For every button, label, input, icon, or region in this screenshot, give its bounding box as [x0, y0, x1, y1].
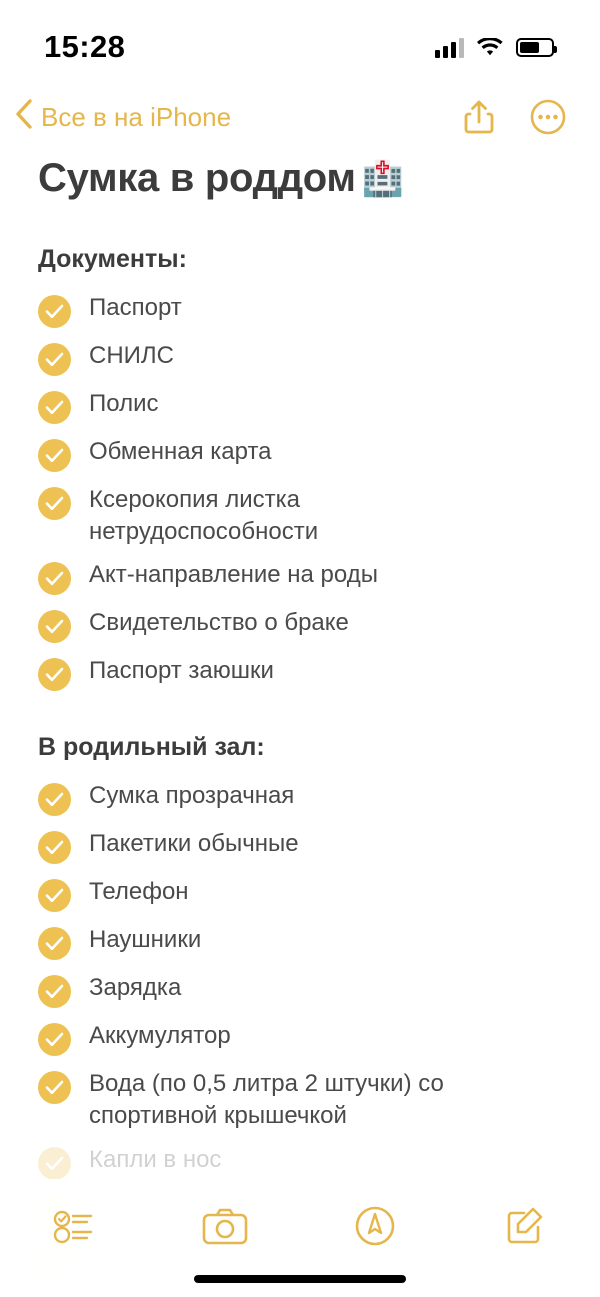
checklist-item-label: Аккумулятор — [89, 1022, 231, 1050]
checklist-item[interactable] — [38, 1014, 562, 1062]
checklist-item[interactable] — [38, 870, 562, 918]
checklist-item-label: Паспорт заюшки — [89, 657, 274, 685]
checklist-item-label: Свидетельство о браке — [89, 609, 349, 637]
checklist-item[interactable] — [38, 286, 562, 334]
note-title-label: Сумка в роддом — [38, 156, 356, 200]
hospital-emoji-icon: 🏥 — [361, 159, 404, 198]
checkbox-checked-icon[interactable] — [38, 1023, 71, 1056]
checkbox-checked-icon[interactable] — [38, 439, 71, 472]
checklist-item-label: Зарядка — [89, 974, 182, 1002]
checklist-item-label: Пакетики обычные — [89, 830, 299, 858]
status-time: 15:28 — [44, 29, 126, 64]
checkbox-checked-icon[interactable] — [38, 658, 71, 691]
checklist-item-label: Телефон — [89, 878, 189, 906]
page-title — [38, 156, 562, 201]
checklist-item-label: СНИЛС — [89, 342, 174, 369]
checklist-icon[interactable] — [40, 1197, 110, 1255]
camera-icon[interactable] — [190, 1197, 260, 1255]
checklist-item-label: Паспорт — [89, 294, 182, 321]
checklist-item[interactable] — [38, 478, 562, 553]
checklist-item[interactable] — [38, 918, 562, 966]
checkbox-checked-icon[interactable] — [38, 487, 71, 520]
checkbox-checked-icon[interactable] — [38, 783, 71, 816]
section-heading: В родильный зал: — [38, 733, 265, 762]
section-heading: Документы: — [38, 245, 187, 273]
checklist-item-label: Обменная карта — [89, 438, 272, 465]
checklist-item[interactable] — [38, 966, 562, 1014]
navigation-bar — [0, 86, 600, 148]
home-indicator — [194, 1275, 406, 1283]
checklist-item[interactable] — [38, 1062, 562, 1137]
checkbox-checked-icon[interactable] — [38, 879, 71, 912]
checklist-item[interactable] — [38, 334, 562, 382]
checklist-item-label: Капли в нос — [89, 1145, 222, 1173]
wifi-icon — [477, 38, 503, 57]
back-button[interactable] — [14, 98, 231, 137]
checklist-item[interactable] — [38, 649, 562, 697]
battery-icon — [516, 38, 554, 57]
status-bar — [0, 0, 600, 86]
checkbox-checked-icon[interactable] — [38, 1147, 71, 1180]
checklist-item-label: Акт-направление на роды — [89, 561, 378, 589]
share-icon[interactable] — [464, 99, 494, 135]
checklist-item-label: Наушники — [89, 926, 202, 954]
checkbox-checked-icon[interactable] — [38, 562, 71, 595]
checkbox-checked-icon[interactable] — [38, 295, 71, 328]
checklist-item[interactable] — [38, 601, 562, 649]
note-section-documents — [38, 245, 562, 697]
checklist-item[interactable] — [38, 382, 562, 430]
cellular-signal-icon — [435, 36, 464, 58]
note-body[interactable] — [0, 148, 600, 1297]
checkbox-checked-icon[interactable] — [38, 1071, 71, 1104]
checklist-item[interactable] — [38, 553, 562, 601]
checklist-item[interactable] — [38, 774, 562, 822]
checklist-item-label: Полис — [89, 390, 159, 417]
checkbox-checked-icon[interactable] — [38, 927, 71, 960]
checkbox-checked-icon[interactable] — [38, 831, 71, 864]
bottom-toolbar — [0, 1179, 600, 1297]
checklist-item[interactable] — [38, 430, 562, 478]
checklist-item-label: Вода (по 0,5 литра 2 штучки) со спортивной крышечкой — [89, 1070, 444, 1130]
checkbox-checked-icon[interactable] — [38, 391, 71, 424]
checklist-item-label: Ксерокопия листка нетрудоспособности — [89, 486, 319, 545]
checklist-item-label: Сумка прозрачная — [89, 782, 295, 810]
compose-icon[interactable] — [490, 1197, 560, 1255]
chevron-left-icon — [14, 98, 34, 137]
nav-actions — [464, 99, 566, 135]
checkbox-checked-icon[interactable] — [38, 343, 71, 376]
back-button-label: Все в на iPhone — [41, 101, 232, 132]
checkbox-checked-icon[interactable] — [38, 610, 71, 643]
more-ellipsis-icon[interactable] — [530, 99, 566, 135]
checklist-item[interactable] — [38, 822, 562, 870]
checkbox-checked-icon[interactable] — [38, 975, 71, 1008]
status-indicators — [435, 28, 554, 58]
markup-pen-icon[interactable] — [340, 1197, 410, 1255]
